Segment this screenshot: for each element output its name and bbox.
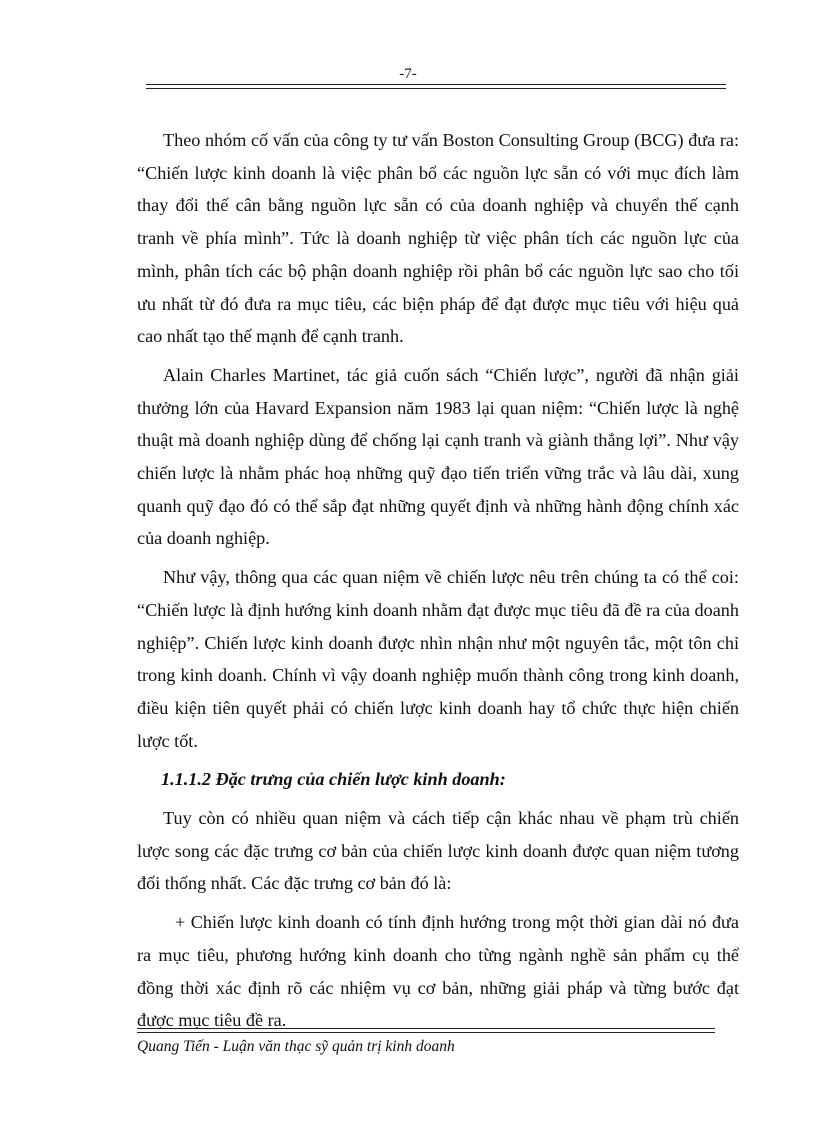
paragraph-martinet: Alain Charles Martinet, tác giả cuốn sách “Chiến lược”, người đã nhận giải thưởng lớn của Havard Expansion năm 1983 lại quan niệm: “Chiến lược là nghệ thuật mà doanh nghiệp dùng để chống lại cạnh tranh và giành thắng lợi”. Như vậy chiến lược là nhằm phác hoạ những quỹ đạo tiến triển vững trắc và lâu dài, xung quanh quỹ đạo đó có thể sắp đạt những quyết định và những hành động chính xác của doanh nghiệp. [137, 364, 739, 549]
header-rule-bottom [146, 88, 726, 89]
page-number: -7- [399, 66, 417, 82]
footer-text: Quang Tiến - Luận văn thạc sỹ quản trị kinh doanh [137, 1038, 455, 1055]
body-text [137, 124, 739, 1043]
footer-rule-top [137, 1028, 715, 1029]
section-heading: 1.1.1.2 Đặc trưng của chiến lược kinh doanh: [161, 769, 506, 790]
footer-rule-bottom [137, 1032, 715, 1033]
paragraph-characteristics: Tuy còn có nhiều quan niệm và cách tiếp cận khác nhau về phạm trù chiến lược song các đặc trưng cơ bản của chiến lược kinh doanh được quan niệm tương đối thống nhất. Các đặc trưng cơ bản đó là: [137, 808, 739, 894]
paragraph-bcg: Theo nhóm cố vấn của công ty tư vấn Boston Consulting Group (BCG) đưa ra: “Chiến lược kinh doanh là việc phân bổ các nguồn lực sẵn có với mục đích làm thay đổi thế cân bằng nguồn lực sẵn có của doanh nghiệp và chuyển thế cạnh tranh về phía mình”. Tức là doanh nghiệp từ việc phân tích các nguồn lực của mình, phân tích các bộ phận doanh nghiệp rồi phân bổ các nguồn lực sao cho tối ưu nhất từ đó đưa ra mục tiêu, các biện pháp để đạt được mục tiêu với hiệu quả cao nhất tạo thế mạnh để cạnh tranh. [137, 130, 739, 347]
paragraph-summary: Như vậy, thông qua các quan niệm về chiến lược nêu trên chúng ta có thể coi: “Chiến lược là định hướng kinh doanh nhằm đạt được mục tiêu đã đề ra của doanh nghiệp”. Chiến lược kinh doanh được nhìn nhận như một nguyên tắc, một tôn chỉ trong kinh doanh. Chính vì vậy doanh nghiệp muốn thành công trong kinh doanh, điều kiện tiên quyết phải có chiến lược kinh doanh hay tổ chức thực hiện chiến lược tốt. [137, 567, 739, 751]
header-rule-top [146, 84, 726, 85]
paragraph-bullet-1: + Chiến lược kinh doanh có tính định hướng trong một thời gian dài nó đưa ra mục tiêu, phương hướng kinh doanh cho từng ngành nghề sản phẩm cụ thể đồng thời xác định rõ các nhiệm vụ cơ bản, những giải pháp và từng bước đạt được mục tiêu đề ra. [137, 912, 739, 1031]
